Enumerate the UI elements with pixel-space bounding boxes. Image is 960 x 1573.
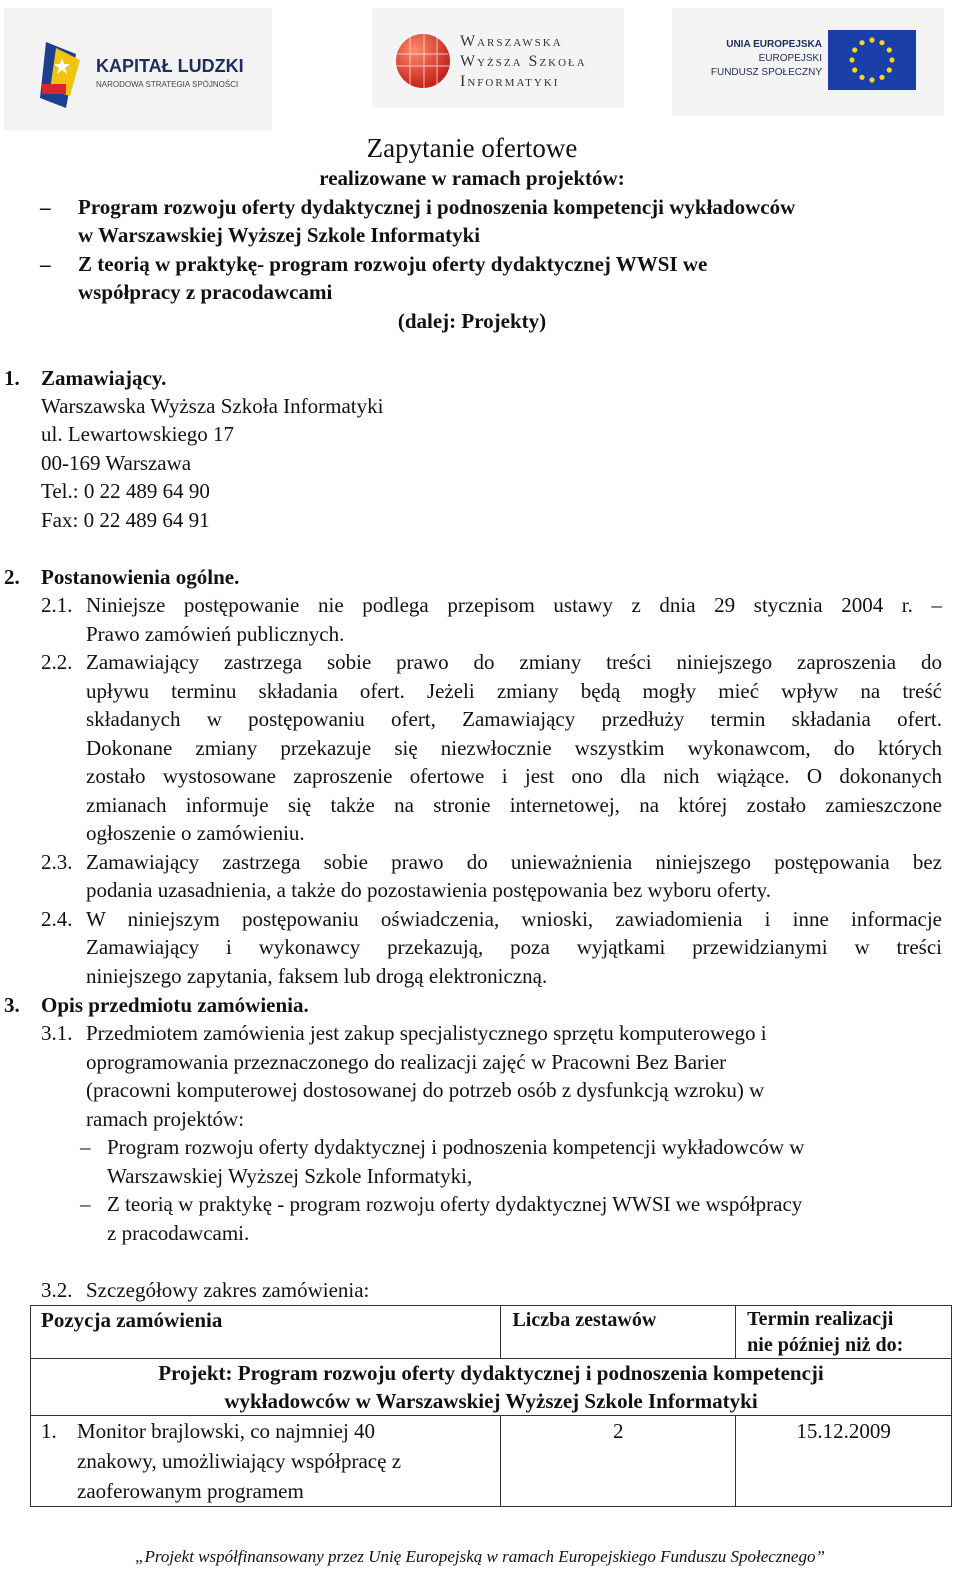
- header-term: [736, 1306, 952, 1359]
- item-2-4-number: 2.4.: [41, 907, 73, 931]
- project-cell-line1: Projekt: Program rozwoju oferty dydaktycznej i podnoszenia kompetencji: [158, 1361, 824, 1385]
- header-count-label: Liczba zestawów: [512, 1309, 657, 1331]
- section-2-number: 2.: [4, 565, 20, 589]
- item-3-2-text: Szczegółowy zakres zamówienia:: [86, 1278, 370, 1302]
- eu-star-icon: [849, 57, 854, 62]
- item-term: 15.12.2009: [736, 1416, 952, 1507]
- table-project-row: [31, 1359, 952, 1416]
- item-2-1-number: 2.1.: [41, 593, 73, 617]
- table-header-row: [31, 1306, 952, 1359]
- bullet-1-dash: –: [80, 1135, 91, 1159]
- eu-star-icon: [852, 67, 857, 72]
- item-2-3-number: 2.3.: [41, 850, 73, 874]
- section-1-heading: Zamawiający.: [41, 366, 167, 390]
- item-description-line: znakowy, umożliwiający współpracę z: [77, 1449, 402, 1473]
- project-cell-line2: wykładowców w Warszawskiej Wyższej Szkole Informatyki: [224, 1389, 758, 1413]
- item-number: 1.: [41, 1419, 57, 1443]
- item-3-2-number: 3.2.: [41, 1278, 73, 1302]
- item-2-2-line: zmianach informuje się także na stronie internetowej, na której zostało zamieszczone: [86, 793, 942, 817]
- item-3-1-line: (pracowni komputerowej dostosowanej do potrzeb osób z dysfunkcją wzroku) w: [86, 1078, 765, 1102]
- address-line: ul. Lewartowskiego 17: [41, 422, 235, 446]
- address-line: Warszawska Wyższa Szkoła Informatyki: [41, 394, 384, 418]
- address-line: Tel.: 0 22 489 64 90: [41, 479, 210, 503]
- eu-star-icon: [889, 57, 894, 62]
- item-2-4-line: Zamawiający i wykonawcy przekazują, poza wyjątkami przewidzianymi w treści: [86, 935, 942, 959]
- section-2-heading: Postanowienia ogólne.: [41, 565, 240, 589]
- eu-star-icon: [879, 40, 884, 45]
- item-2-2-line: Zamawiający zastrzega sobie prawo do zmiany treści niniejszego zaproszenia do: [86, 650, 942, 674]
- item-3-1-line: ramach projektów:: [86, 1107, 245, 1131]
- wwsi-line1: Warszawska: [460, 33, 563, 50]
- header-count: [501, 1306, 736, 1359]
- kapital-ludzki-title: KAPITAŁ LUDZKI: [96, 56, 244, 76]
- header-term-line2: nie później niż do:: [747, 1334, 904, 1356]
- item-2-1-line: Prawo zamówień publicznych.: [86, 622, 345, 646]
- item-2-4-line: W niniejszym postępowaniu oświadczenia, wnioski, zawiadomienia i inne informacje: [86, 907, 942, 931]
- item-cell: [31, 1416, 501, 1507]
- project-2-line2: współpracy z pracodawcami: [78, 280, 333, 304]
- item-2-2-line: Dokonane zmiany przekazuje się niezwłocznie wszystkim wykonawcom, do których: [86, 736, 942, 760]
- bullet-2-line2: z pracodawcami.: [107, 1221, 250, 1245]
- eu-star-icon: [887, 67, 892, 72]
- item-3-1-line: oprogramowania przeznaczonego do realizacji zajęć w Pracowni Bez Barier: [86, 1050, 727, 1074]
- item-description-line: Monitor brajlowski, co najmniej 40: [77, 1419, 376, 1443]
- item-2-3-line: podania uzasadnienia, a także do pozostawienia postępowania bez wyboru oferty.: [86, 878, 771, 902]
- page-footer: „Projekt współfinansowany przez Unię Europejską w ramach Europejskiego Funduszu Społecznego”: [135, 1547, 825, 1566]
- item-2-3-line: Zamawiający zastrzega sobie prawo do unieważnienia niniejszego postępowania bez: [86, 850, 942, 874]
- section-1-number: 1.: [4, 366, 20, 390]
- project-2-line1: Z teorią w praktykę- program rozwoju oferty dydaktycznej WWSI we: [78, 252, 708, 276]
- address-line: Fax: 0 22 489 64 91: [41, 508, 210, 532]
- eu-line3: FUNDUSZ SPOŁECZNY: [710, 67, 822, 78]
- page-title: Zapytanie ofertowe: [366, 133, 578, 163]
- address-line: 00-169 Warszawa: [41, 451, 192, 475]
- section-3-number: 3.: [4, 993, 20, 1017]
- kapital-ludzki-subtitle: NARODOWA STRATEGIA SPÓJNOŚCI: [96, 80, 239, 89]
- item-2-2-number: 2.2.: [41, 650, 73, 674]
- item-2-2-line: składanych w postępowaniu ofert, Zamawiający przedłuży termin składania ofert.: [86, 707, 942, 731]
- item-count: 2: [501, 1416, 736, 1507]
- eu-star-icon: [869, 77, 874, 82]
- kapital-ludzki-emblem-icon: [36, 38, 88, 110]
- eu-logo: [672, 8, 944, 116]
- bullet-1-line2: Warszawskiej Wyższej Szkole Informatyki,: [107, 1164, 473, 1188]
- eu-star-icon: [879, 75, 884, 80]
- bullet-1-line1: Program rozwoju oferty dydaktycznej i podnoszenia kompetencji wykładowców w: [107, 1135, 805, 1159]
- item-3-1-line: Przedmiotem zamówienia jest zakup specjalistycznego sprzętu komputerowego i: [86, 1021, 767, 1045]
- item-description-line: zaoferowanym programem: [77, 1479, 304, 1503]
- eu-star-icon: [869, 37, 874, 42]
- eu-line2: EUROPEJSKI: [758, 53, 822, 64]
- project-2-dash: –: [40, 252, 51, 276]
- wwsi-line2: Wyższa Szkoła: [460, 53, 587, 70]
- eu-star-icon: [859, 75, 864, 80]
- eu-star-icon: [852, 47, 857, 52]
- header-position: Pozycja zamówienia: [31, 1306, 501, 1359]
- item-2-1-line: Niniejsze postępowanie nie podlega przepisom ustawy z dnia 29 stycznia 2004 r. –: [86, 593, 942, 617]
- table-row: [31, 1416, 952, 1507]
- item-3-1-number: 3.1.: [41, 1021, 73, 1045]
- bullet-2-dash: –: [80, 1192, 91, 1216]
- eu-star-icon: [859, 40, 864, 45]
- wwsi-line3: Informatyki: [460, 73, 560, 90]
- item-2-2-line: zostało wystosowane zaproszenie ofertowe i jest ono dla nich wiążące. O dokonanych: [86, 764, 942, 788]
- eu-flag-icon: [828, 30, 916, 90]
- item-2-4-line: niniejszego zapytania, faksem lub drogą elektroniczną.: [86, 964, 548, 988]
- page-subtitle: realizowane w ramach projektów:: [319, 166, 625, 190]
- eu-line1: UNIA EUROPEJSKA: [726, 39, 822, 50]
- project-1-dash: –: [40, 195, 51, 219]
- wwsi-ball-icon: [394, 32, 452, 90]
- kapital-ludzki-logo: [4, 8, 272, 130]
- project-cell: [31, 1359, 952, 1416]
- project-1-line1: Program rozwoju oferty dydaktycznej i podnoszenia kompetencji wykładowców: [78, 195, 796, 219]
- wwsi-logo: [372, 8, 624, 108]
- project-1-line2: w Warszawskiej Wyższej Szkole Informatyki: [78, 223, 481, 247]
- section-3-heading: Opis przedmiotu zamówienia.: [41, 993, 309, 1017]
- eu-star-icon: [887, 47, 892, 52]
- dalej-projekty: (dalej: Projekty): [397, 309, 547, 333]
- order-table: [30, 1305, 952, 1507]
- item-2-2-line: ogłoszenie o zamówieniu.: [86, 821, 305, 845]
- header-term-line1: Termin realizacji: [747, 1308, 894, 1330]
- bullet-2-line1: Z teorią w praktykę - program rozwoju oferty dydaktycznej WWSI we współpracy: [107, 1192, 803, 1216]
- item-2-2-line: upływu terminu składania ofert. Jeżeli zmiany będą mogły mieć wpływ na treść: [86, 679, 942, 703]
